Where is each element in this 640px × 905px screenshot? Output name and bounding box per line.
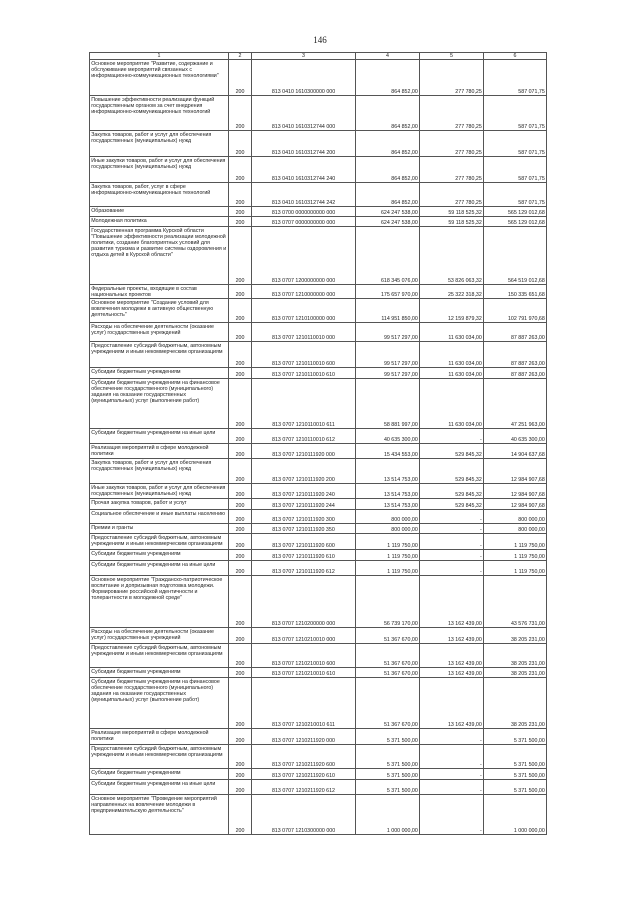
executed-amount-cell: 529 845,32 bbox=[420, 499, 484, 510]
budget-code-cell: 813 0707 1210211920 610 bbox=[252, 769, 356, 780]
executed-amount-cell: - bbox=[420, 769, 484, 780]
column-2-cell: 200 bbox=[229, 60, 252, 96]
item-name-cell: Закупка товаров, работ, услуг в сфере информационно-коммуникационных технологий bbox=[90, 183, 229, 207]
item-name-cell: Реализация мероприятий в сфере молодежной политики bbox=[90, 729, 229, 745]
item-name-cell: Повышение эффективности реализации функций государственным органом за счет внедрения информационно-коммуникационных технологий bbox=[90, 96, 229, 131]
table-row bbox=[90, 524, 547, 534]
item-name-cell: Субсидии бюджетным учреждениям на финансовое обеспечение государственного (муниципального) задания на оказание государственных (муниципальных) услуг (выполнение работ) bbox=[90, 678, 229, 729]
remaining-amount-cell: 38 205 231,00 bbox=[484, 628, 547, 644]
remaining-amount-cell: 5 371 500,00 bbox=[484, 780, 547, 795]
budget-code-cell: 813 0707 1210111920 612 bbox=[252, 561, 356, 576]
item-name-cell: Основное мероприятие "Создание условий для вовлечения молодежи в активную общественную деятельность" bbox=[90, 299, 229, 323]
item-name-cell: Субсидии бюджетным учреждениям на иные цели bbox=[90, 429, 229, 444]
executed-amount-cell: 277 780,25 bbox=[420, 96, 484, 131]
budget-code-cell: 813 0707 1210211920 612 bbox=[252, 780, 356, 795]
column-2-cell: 200 bbox=[229, 510, 252, 524]
column-2-cell: 200 bbox=[229, 183, 252, 207]
approved-amount-cell: 864 852,00 bbox=[356, 183, 420, 207]
executed-amount-cell: 13 162 439,00 bbox=[420, 628, 484, 644]
item-name-cell: Государственная программа Курской области "Повышение эффективности реализации молодежной политики, создание благоприятных условий для развития туризма и развитие системы оздоровления и отдыха детей в Курской области" bbox=[90, 227, 229, 285]
table-header-row bbox=[90, 53, 547, 60]
approved-amount-cell: 51 367 670,00 bbox=[356, 668, 420, 678]
remaining-amount-cell: 1 119 750,00 bbox=[484, 550, 547, 561]
budget-code-cell: 813 0410 1610300000 000 bbox=[252, 60, 356, 96]
item-name-cell: Премии и гранты bbox=[90, 524, 229, 534]
table-row bbox=[90, 157, 547, 183]
approved-amount-cell: 99 517 297,00 bbox=[356, 368, 420, 379]
executed-amount-cell: - bbox=[420, 534, 484, 550]
table-row bbox=[90, 217, 547, 227]
item-name-cell: Основное мероприятие "Проведение мероприятий направленных на вовлечение молодежи в предпринимательскую деятельность" bbox=[90, 795, 229, 835]
approved-amount-cell: 864 852,00 bbox=[356, 157, 420, 183]
remaining-amount-cell: 87 887 263,00 bbox=[484, 368, 547, 379]
item-name-cell: Социальное обеспечение и иные выплаты населению bbox=[90, 510, 229, 524]
budget-code-cell: 813 0707 1210110010 000 bbox=[252, 323, 356, 342]
item-name-cell: Субсидии бюджетным учреждениям на иные цели bbox=[90, 561, 229, 576]
table-row bbox=[90, 60, 547, 96]
approved-amount-cell: 114 951 850,00 bbox=[356, 299, 420, 323]
approved-amount-cell: 1 000 000,00 bbox=[356, 795, 420, 835]
table-row bbox=[90, 534, 547, 550]
remaining-amount-cell: 12 984 907,68 bbox=[484, 459, 547, 484]
approved-amount-cell: 5 371 500,00 bbox=[356, 729, 420, 745]
budget-code-cell: 813 0707 1210111920 600 bbox=[252, 534, 356, 550]
table-row bbox=[90, 678, 547, 729]
executed-amount-cell: - bbox=[420, 510, 484, 524]
executed-amount-cell: 59 118 525,32 bbox=[420, 207, 484, 217]
remaining-amount-cell: 40 635 300,00 bbox=[484, 429, 547, 444]
approved-amount-cell: 1 119 750,00 bbox=[356, 534, 420, 550]
approved-amount-cell: 99 517 297,00 bbox=[356, 342, 420, 368]
budget-code-cell: 813 0707 1210100000 000 bbox=[252, 299, 356, 323]
remaining-amount-cell: 14 904 637,68 bbox=[484, 444, 547, 459]
remaining-amount-cell: 587 071,75 bbox=[484, 157, 547, 183]
item-name-cell: Предоставление субсидий бюджетным, автономным учреждениям и иным некоммерческим организациям bbox=[90, 745, 229, 769]
approved-amount-cell: 51 367 670,00 bbox=[356, 678, 420, 729]
item-name-cell: Субсидии бюджетным учреждениям bbox=[90, 550, 229, 561]
approved-amount-cell: 5 371 500,00 bbox=[356, 780, 420, 795]
executed-amount-cell: 277 780,25 bbox=[420, 183, 484, 207]
table-row bbox=[90, 499, 547, 510]
table-row bbox=[90, 729, 547, 745]
column-2-cell: 200 bbox=[229, 285, 252, 299]
table-row bbox=[90, 561, 547, 576]
remaining-amount-cell: 5 371 500,00 bbox=[484, 729, 547, 745]
column-2-cell: 200 bbox=[229, 484, 252, 499]
budget-execution-table bbox=[89, 52, 547, 835]
executed-amount-cell: 13 162 439,00 bbox=[420, 644, 484, 668]
budget-code-cell: 813 0707 1210210010 600 bbox=[252, 644, 356, 668]
table-row bbox=[90, 510, 547, 524]
remaining-amount-cell: 800 000,00 bbox=[484, 510, 547, 524]
column-2-cell: 200 bbox=[229, 769, 252, 780]
executed-amount-cell: 529 845,32 bbox=[420, 444, 484, 459]
column-2-cell: 200 bbox=[229, 299, 252, 323]
executed-amount-cell: - bbox=[420, 550, 484, 561]
page-number: 146 bbox=[313, 35, 327, 45]
column-2-cell: 200 bbox=[229, 342, 252, 368]
column-2-cell: 200 bbox=[229, 459, 252, 484]
budget-code-cell: 813 0707 1210210010 000 bbox=[252, 628, 356, 644]
budget-code-cell: 813 0707 1210111920 000 bbox=[252, 444, 356, 459]
executed-amount-cell: 277 780,25 bbox=[420, 60, 484, 96]
table-row bbox=[90, 183, 547, 207]
column-2-cell: 200 bbox=[229, 227, 252, 285]
table-row bbox=[90, 484, 547, 499]
header-cell-6: 6 bbox=[484, 53, 547, 60]
column-2-cell: 200 bbox=[229, 96, 252, 131]
item-name-cell: Субсидии бюджетным учреждениям на иные цели bbox=[90, 780, 229, 795]
column-2-cell: 200 bbox=[229, 678, 252, 729]
executed-amount-cell: - bbox=[420, 429, 484, 444]
remaining-amount-cell: 1 119 750,00 bbox=[484, 534, 547, 550]
item-name-cell: Иные закупки товаров, работ и услуг для обеспечения государственных (муниципальных) нужд bbox=[90, 157, 229, 183]
column-2-cell: 200 bbox=[229, 668, 252, 678]
item-name-cell: Предоставление субсидий бюджетным, автономным учреждениям и иным некоммерческим организациям bbox=[90, 534, 229, 550]
column-2-cell: 200 bbox=[229, 795, 252, 835]
table-row bbox=[90, 745, 547, 769]
item-name-cell: Предоставление субсидий бюджетным, автономным учреждениям и иным некоммерческим организациям bbox=[90, 644, 229, 668]
column-2-cell: 200 bbox=[229, 534, 252, 550]
approved-amount-cell: 56 739 170,00 bbox=[356, 576, 420, 628]
approved-amount-cell: 13 514 753,00 bbox=[356, 459, 420, 484]
budget-code-cell: 813 0707 1210210010 610 bbox=[252, 668, 356, 678]
remaining-amount-cell: 38 205 231,00 bbox=[484, 678, 547, 729]
approved-amount-cell: 51 367 670,00 bbox=[356, 644, 420, 668]
remaining-amount-cell: 38 205 231,00 bbox=[484, 644, 547, 668]
table-row bbox=[90, 299, 547, 323]
budget-code-cell: 813 0707 1210111920 350 bbox=[252, 524, 356, 534]
executed-amount-cell: 11 630 034,00 bbox=[420, 379, 484, 429]
column-2-cell: 200 bbox=[229, 780, 252, 795]
column-2-cell: 200 bbox=[229, 217, 252, 227]
item-name-cell: Закупка товаров, работ и услуг для обеспечения государственных (муниципальных) нужд bbox=[90, 131, 229, 157]
table-row bbox=[90, 550, 547, 561]
budget-code-cell: 813 0700 0000000000 000 bbox=[252, 207, 356, 217]
budget-code-cell: 813 0707 1210300000 000 bbox=[252, 795, 356, 835]
approved-amount-cell: 1 119 750,00 bbox=[356, 561, 420, 576]
column-2-cell: 200 bbox=[229, 745, 252, 769]
table-row bbox=[90, 444, 547, 459]
header-cell-3: 3 bbox=[252, 53, 356, 60]
executed-amount-cell: 11 630 034,00 bbox=[420, 368, 484, 379]
executed-amount-cell: 13 162 439,00 bbox=[420, 678, 484, 729]
executed-amount-cell: - bbox=[420, 780, 484, 795]
remaining-amount-cell: 587 071,75 bbox=[484, 60, 547, 96]
approved-amount-cell: 624 247 538,00 bbox=[356, 207, 420, 217]
approved-amount-cell: 175 657 970,00 bbox=[356, 285, 420, 299]
column-2-cell: 200 bbox=[229, 368, 252, 379]
executed-amount-cell: 277 780,25 bbox=[420, 157, 484, 183]
budget-code-cell: 813 0707 1210200000 000 bbox=[252, 576, 356, 628]
remaining-amount-cell: 150 335 651,68 bbox=[484, 285, 547, 299]
executed-amount-cell: - bbox=[420, 561, 484, 576]
executed-amount-cell: - bbox=[420, 745, 484, 769]
item-name-cell: Прочая закупка товаров, работ и услуг bbox=[90, 499, 229, 510]
budget-code-cell: 813 0707 1210000000 000 bbox=[252, 285, 356, 299]
column-2-cell: 200 bbox=[229, 524, 252, 534]
column-2-cell: 200 bbox=[229, 644, 252, 668]
item-name-cell: Основное мероприятие "Развитие, содержание и обслуживание мероприятий связанных с информационно-коммуникационных технологиями" bbox=[90, 60, 229, 96]
budget-code-cell: 813 0410 1610312744 200 bbox=[252, 131, 356, 157]
budget-code-cell: 813 0707 1210110010 611 bbox=[252, 379, 356, 429]
approved-amount-cell: 58 881 997,00 bbox=[356, 379, 420, 429]
item-name-cell: Предоставление субсидий бюджетным, автономным учреждениям и иным некоммерческим организациям bbox=[90, 342, 229, 368]
approved-amount-cell: 13 514 753,00 bbox=[356, 499, 420, 510]
table-row bbox=[90, 795, 547, 835]
column-2-cell: 200 bbox=[229, 550, 252, 561]
table-row bbox=[90, 131, 547, 157]
approved-amount-cell: 800 000,00 bbox=[356, 524, 420, 534]
approved-amount-cell: 5 371 500,00 bbox=[356, 769, 420, 780]
column-2-cell: 200 bbox=[229, 379, 252, 429]
remaining-amount-cell: 47 251 963,00 bbox=[484, 379, 547, 429]
executed-amount-cell: 13 162 439,00 bbox=[420, 576, 484, 628]
header-cell-2: 2 bbox=[229, 53, 252, 60]
column-2-cell: 200 bbox=[229, 429, 252, 444]
item-name-cell: Федеральные проекты, входящие в состав национальных проектов bbox=[90, 285, 229, 299]
remaining-amount-cell: 1 000 000,00 bbox=[484, 795, 547, 835]
approved-amount-cell: 864 852,00 bbox=[356, 131, 420, 157]
remaining-amount-cell: 102 791 970,68 bbox=[484, 299, 547, 323]
column-2-cell: 200 bbox=[229, 207, 252, 217]
budget-code-cell: 813 0707 1200000000 000 bbox=[252, 227, 356, 285]
executed-amount-cell: 529 845,32 bbox=[420, 484, 484, 499]
column-2-cell: 200 bbox=[229, 499, 252, 510]
column-2-cell: 200 bbox=[229, 157, 252, 183]
executed-amount-cell: 25 322 318,32 bbox=[420, 285, 484, 299]
table-row bbox=[90, 459, 547, 484]
remaining-amount-cell: 565 129 012,68 bbox=[484, 217, 547, 227]
remaining-amount-cell: 5 371 500,00 bbox=[484, 745, 547, 769]
table-row bbox=[90, 769, 547, 780]
table-row bbox=[90, 644, 547, 668]
approved-amount-cell: 51 367 670,00 bbox=[356, 628, 420, 644]
budget-code-cell: 813 0410 1610312744 242 bbox=[252, 183, 356, 207]
executed-amount-cell: 59 118 525,32 bbox=[420, 217, 484, 227]
item-name-cell: Иные закупки товаров, работ и услуг для обеспечения государственных (муниципальных) нужд bbox=[90, 484, 229, 499]
executed-amount-cell: 11 630 034,00 bbox=[420, 323, 484, 342]
item-name-cell: Закупка товаров, работ и услуг для обеспечения государственных (муниципальных) нужд bbox=[90, 459, 229, 484]
table-row bbox=[90, 379, 547, 429]
budget-code-cell: 813 0707 1210110010 600 bbox=[252, 342, 356, 368]
remaining-amount-cell: 587 071,75 bbox=[484, 183, 547, 207]
table-row bbox=[90, 285, 547, 299]
remaining-amount-cell: 1 119 750,00 bbox=[484, 561, 547, 576]
remaining-amount-cell: 12 984 907,68 bbox=[484, 484, 547, 499]
approved-amount-cell: 618 345 076,00 bbox=[356, 227, 420, 285]
approved-amount-cell: 864 852,00 bbox=[356, 60, 420, 96]
table-row bbox=[90, 323, 547, 342]
budget-code-cell: 813 0707 1210111920 244 bbox=[252, 499, 356, 510]
item-name-cell: Расходы на обеспечение деятельности (оказание услуг) государственных учреждений bbox=[90, 628, 229, 644]
executed-amount-cell: 529 845,32 bbox=[420, 459, 484, 484]
remaining-amount-cell: 38 205 231,00 bbox=[484, 668, 547, 678]
column-2-cell: 200 bbox=[229, 561, 252, 576]
table-row bbox=[90, 96, 547, 131]
budget-code-cell: 813 0707 1210211920 000 bbox=[252, 729, 356, 745]
column-2-cell: 200 bbox=[229, 323, 252, 342]
item-name-cell: Молодежная политика bbox=[90, 217, 229, 227]
budget-code-cell: 813 0410 1610312744 000 bbox=[252, 96, 356, 131]
budget-code-cell: 813 0707 1210210010 611 bbox=[252, 678, 356, 729]
remaining-amount-cell: 5 371 500,00 bbox=[484, 769, 547, 780]
item-name-cell: Реализация мероприятий в сфере молодежной политики bbox=[90, 444, 229, 459]
executed-amount-cell: - bbox=[420, 729, 484, 745]
header-cell-1: 1 bbox=[90, 53, 229, 60]
approved-amount-cell: 13 514 753,00 bbox=[356, 484, 420, 499]
executed-amount-cell: - bbox=[420, 795, 484, 835]
budget-code-cell: 813 0707 1210111920 200 bbox=[252, 459, 356, 484]
remaining-amount-cell: 565 129 012,68 bbox=[484, 207, 547, 217]
approved-amount-cell: 800 000,00 bbox=[356, 510, 420, 524]
approved-amount-cell: 5 371 500,00 bbox=[356, 745, 420, 769]
remaining-amount-cell: 800 000,00 bbox=[484, 524, 547, 534]
column-2-cell: 200 bbox=[229, 444, 252, 459]
header-cell-5: 5 bbox=[420, 53, 484, 60]
table-row bbox=[90, 668, 547, 678]
approved-amount-cell: 1 119 750,00 bbox=[356, 550, 420, 561]
table-row bbox=[90, 227, 547, 285]
item-name-cell: Субсидии бюджетным учреждениям на финансовое обеспечение государственного (муниципального) задания на оказание государственных (муниципальных) услуг (выполнение работ) bbox=[90, 379, 229, 429]
table-row bbox=[90, 628, 547, 644]
executed-amount-cell: 11 630 034,00 bbox=[420, 342, 484, 368]
table-row bbox=[90, 342, 547, 368]
header-cell-4: 4 bbox=[356, 53, 420, 60]
table-row bbox=[90, 368, 547, 379]
budget-code-cell: 813 0707 1210110010 610 bbox=[252, 368, 356, 379]
column-2-cell: 200 bbox=[229, 576, 252, 628]
table-row bbox=[90, 780, 547, 795]
table-row bbox=[90, 429, 547, 444]
budget-code-cell: 813 0707 0000000000 000 bbox=[252, 217, 356, 227]
column-2-cell: 200 bbox=[229, 131, 252, 157]
remaining-amount-cell: 12 984 907,68 bbox=[484, 499, 547, 510]
approved-amount-cell: 15 434 553,00 bbox=[356, 444, 420, 459]
budget-code-cell: 813 0707 1210111920 610 bbox=[252, 550, 356, 561]
budget-code-cell: 813 0707 1210111920 300 bbox=[252, 510, 356, 524]
approved-amount-cell: 864 852,00 bbox=[356, 96, 420, 131]
approved-amount-cell: 624 247 538,00 bbox=[356, 217, 420, 227]
budget-code-cell: 813 0707 1210211920 600 bbox=[252, 745, 356, 769]
table-row bbox=[90, 207, 547, 217]
item-name-cell: Субсидии бюджетным учреждениям bbox=[90, 668, 229, 678]
remaining-amount-cell: 87 887 263,00 bbox=[484, 323, 547, 342]
item-name-cell: Расходы на обеспечение деятельности (оказание услуг) государственных учреждений bbox=[90, 323, 229, 342]
executed-amount-cell: - bbox=[420, 524, 484, 534]
remaining-amount-cell: 43 576 731,00 bbox=[484, 576, 547, 628]
executed-amount-cell: 12 159 879,32 bbox=[420, 299, 484, 323]
remaining-amount-cell: 587 071,75 bbox=[484, 131, 547, 157]
item-name-cell: Субсидии бюджетным учреждениям bbox=[90, 368, 229, 379]
table-row bbox=[90, 576, 547, 628]
executed-amount-cell: 277 780,25 bbox=[420, 131, 484, 157]
remaining-amount-cell: 587 071,75 bbox=[484, 96, 547, 131]
approved-amount-cell: 99 517 297,00 bbox=[356, 323, 420, 342]
budget-code-cell: 813 0707 1210111920 240 bbox=[252, 484, 356, 499]
remaining-amount-cell: 564 519 012,68 bbox=[484, 227, 547, 285]
executed-amount-cell: 13 162 439,00 bbox=[420, 668, 484, 678]
remaining-amount-cell: 87 887 263,00 bbox=[484, 342, 547, 368]
column-2-cell: 200 bbox=[229, 628, 252, 644]
item-name-cell: Субсидии бюджетным учреждениям bbox=[90, 769, 229, 780]
approved-amount-cell: 40 635 300,00 bbox=[356, 429, 420, 444]
budget-code-cell: 813 0707 1210110010 612 bbox=[252, 429, 356, 444]
item-name-cell: Образование bbox=[90, 207, 229, 217]
item-name-cell: Основное мероприятие "Гражданско-патриотическое воспитание и допризывная подготовка молодежи. Формирование российской идентичности и толерантности в молодежной среде" bbox=[90, 576, 229, 628]
budget-code-cell: 813 0410 1610312744 240 bbox=[252, 157, 356, 183]
executed-amount-cell: 53 826 063,32 bbox=[420, 227, 484, 285]
column-2-cell: 200 bbox=[229, 729, 252, 745]
